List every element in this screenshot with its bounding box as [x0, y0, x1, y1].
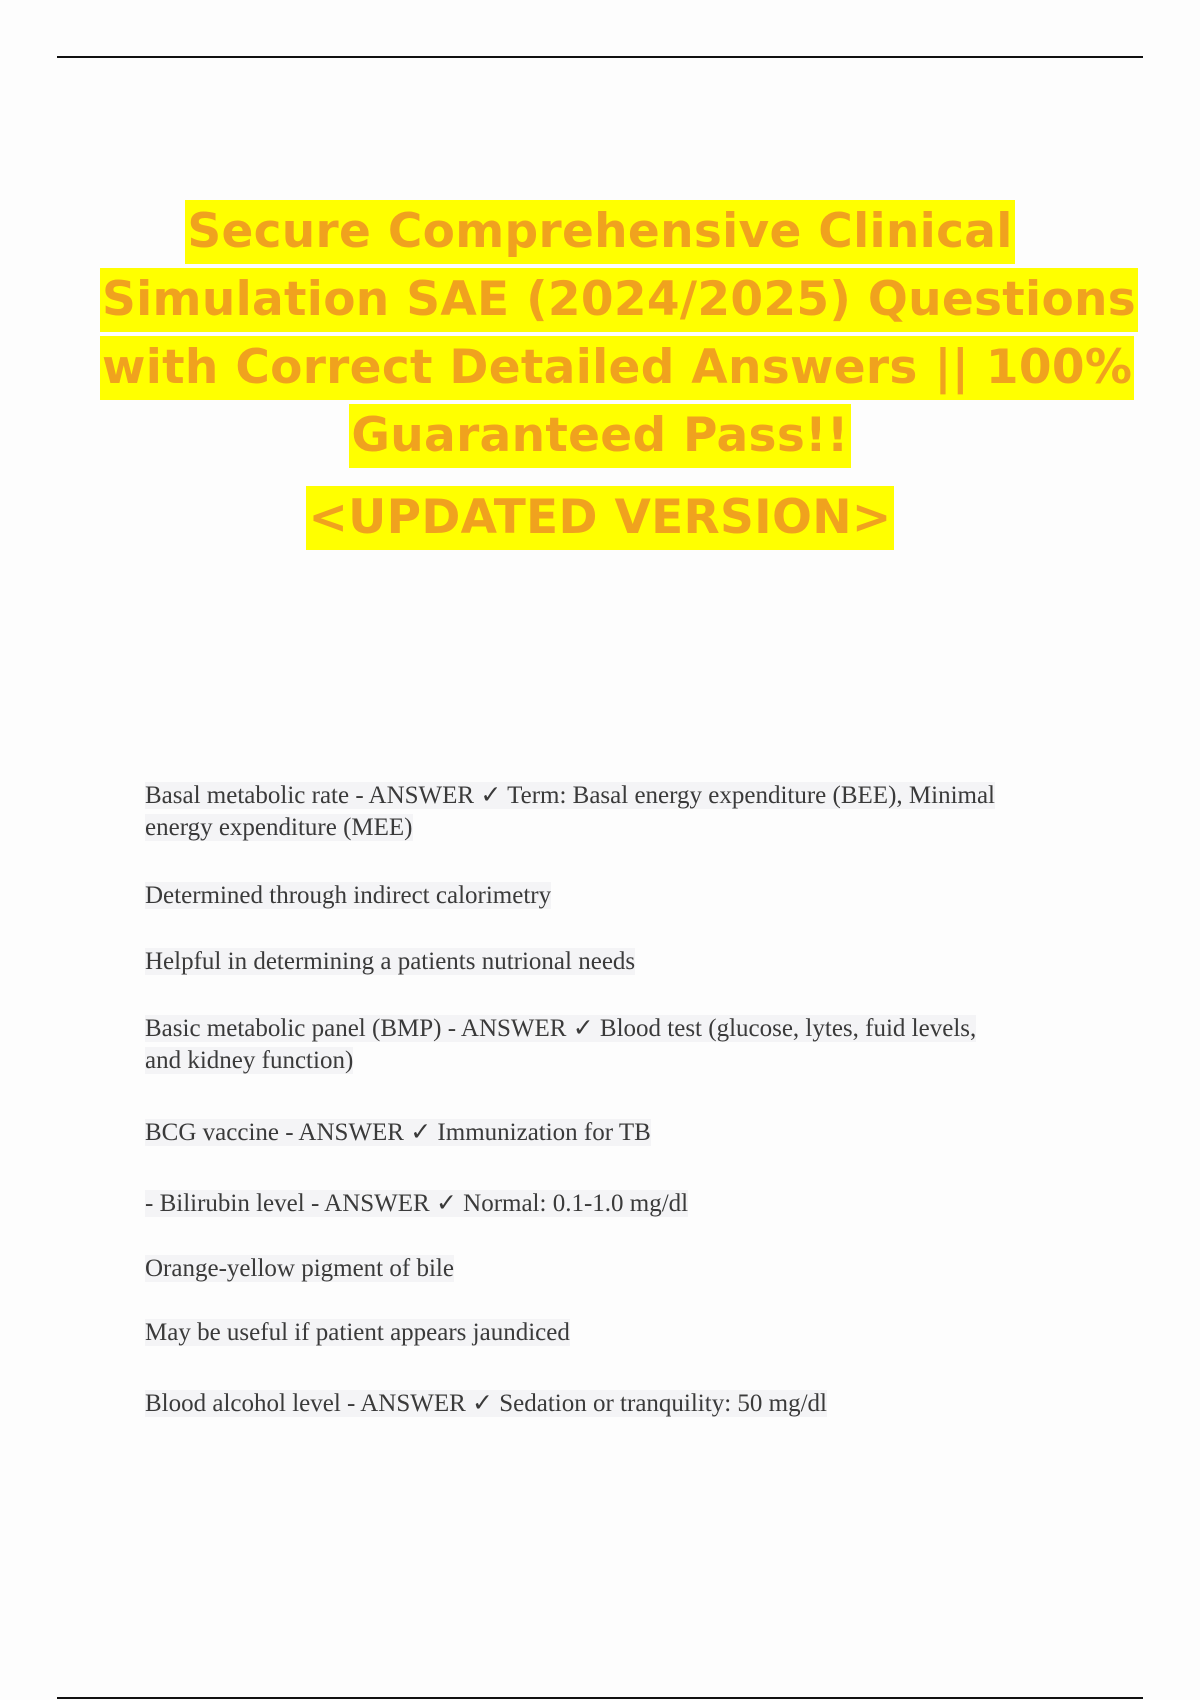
entry-text: - Bilirubin level - ANSWER ✓ Normal: 0.1-1.0 mg/dl	[145, 1190, 689, 1217]
qa-entry-bcg-vaccine	[145, 1117, 1015, 1149]
title-line-3: with Correct Detailed Answers || 100%	[100, 336, 1134, 400]
entry-text: Determined through indirect calorimetry	[145, 882, 552, 909]
top-rule	[57, 56, 1143, 58]
qa-note-bile-pigment	[145, 1253, 1015, 1285]
entry-text: BCG vaccine - ANSWER ✓ Immunization for TB	[145, 1119, 651, 1146]
entry-text: Helpful in determining a patients nutrional needs	[145, 948, 636, 975]
title-subtitle: <UPDATED VERSION>	[306, 486, 893, 550]
qa-note-jaundice	[145, 1317, 1015, 1349]
title-line-2: Simulation SAE (2024/2025) Questions	[100, 268, 1138, 332]
bottom-rule	[57, 1697, 1143, 1699]
entry-text: Basal metabolic rate - ANSWER ✓ Term: Basal energy expenditure (BEE), Minimal energy expenditure (MEE)	[145, 782, 995, 841]
entry-text: May be useful if patient appears jaundiced	[145, 1319, 570, 1346]
entry-text: Orange-yellow pigment of bile	[145, 1255, 454, 1282]
title-line-4: Guaranteed Pass!!	[349, 404, 850, 468]
entry-text: Blood alcohol level - ANSWER ✓ Sedation or tranquility: 50 mg/dl	[145, 1390, 827, 1417]
qa-entry-basic-metabolic-panel	[145, 1013, 1015, 1077]
title-line-1: Secure Comprehensive Clinical	[185, 200, 1014, 264]
document-title	[100, 200, 1137, 556]
qa-entry-bilirubin-level	[145, 1188, 1015, 1220]
qa-entry-basal-metabolic-rate	[145, 780, 1015, 844]
qa-note-nutritional-needs	[145, 946, 1015, 978]
qa-note-indirect-calorimetry	[145, 880, 1015, 912]
qa-entry-blood-alcohol-level	[145, 1388, 1015, 1420]
entry-text: Basic metabolic panel (BMP) - ANSWER ✓ Blood test (glucose, lytes, fuid levels, and kidney function)	[145, 1015, 977, 1074]
